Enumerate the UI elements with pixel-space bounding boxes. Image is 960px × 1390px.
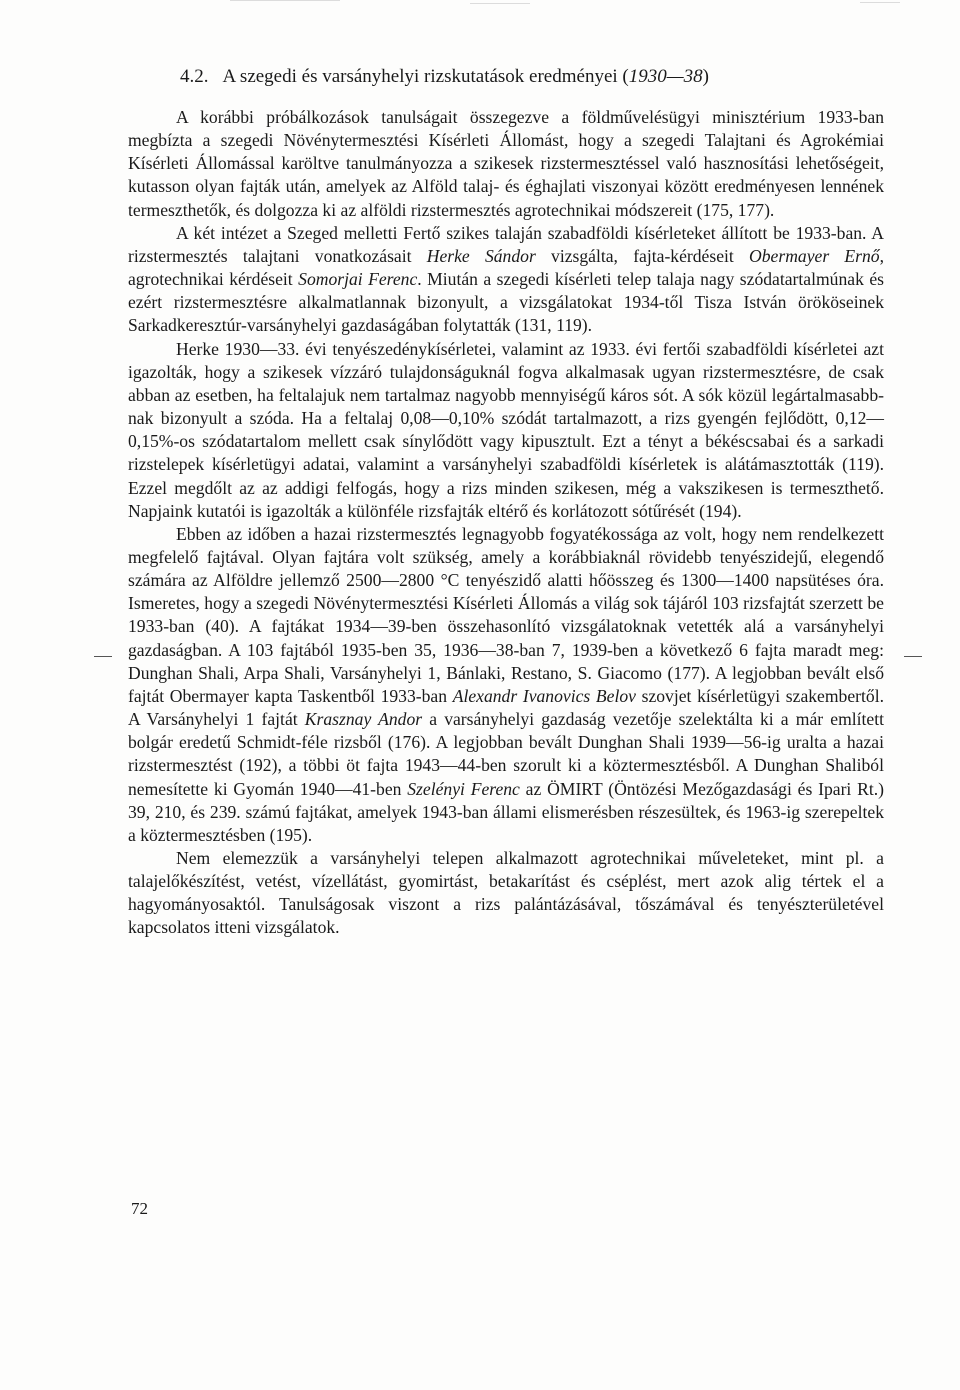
body-text bbox=[128, 106, 884, 940]
text-run: Nem elemezzük a varsányhelyi telepen alkalmazott agrotechnikai műveleteket, mint pl. a talajelőkészítést, vetést, vízellátást, gyomirtást, betakarítást és cséplést, mert azok alig tértek el a hagyományosaktól. Tanulságosak viszont a rizs palántázásával, tőszámával és tenyészterületével kapcsolatos itteni vizsgálatok. bbox=[128, 848, 884, 938]
text-run: vizsgálta, fajta-kérdéseit bbox=[535, 245, 750, 266]
scan-noise bbox=[230, 0, 340, 1]
italic-name: Herke Sándor bbox=[426, 245, 536, 266]
scan-noise bbox=[470, 3, 530, 4]
section-number: 4.2. bbox=[180, 66, 209, 87]
text-run: A két intézet a Szeged melletti Fertő szikes talaján szabadföldi kísérleteket állított be 1933-ban. A rizstermesztés talajtani vonatkozásait bbox=[128, 222, 884, 266]
paragraph bbox=[128, 523, 884, 847]
italic-name: Szelényi Ferenc bbox=[407, 778, 520, 799]
text-run: A korábbi próbálkozások tanulságait összegezve a földművelésügyi minisztérium 1933-ban megbízta a szegedi Növénytermesztési Kísérleti Állomást, hogy a szegedi Talajtani és Agrokémiai Kísérleti Állomással karöltve tanulmányozza a szikesek rizstermesztéssel való hasznosítási lehetőségeit, kutasson olyan fajták után, amelyek az Alföld talaj- és éghajlati viszonyai között eredményesen lennének termeszthetők, és dolgozza ki az alföldi rizstermesztés agrotechnikai módszereit (175, 177). bbox=[128, 107, 884, 220]
paragraph bbox=[128, 338, 884, 523]
paragraph bbox=[128, 847, 884, 940]
text-run: . Miután a szegedi kísérleti telep talaja nagy szódatartalmúnak és ezért rizstermesztésre alkalmatlannak bizonyult, a vizsgálatokat 1934-től Tisza István örököseinek Sarkadkeresztúr-varsányhelyi gazdaságában folytatták (131, 119). bbox=[128, 269, 884, 336]
paragraph bbox=[128, 106, 884, 222]
section-years: 1930—38 bbox=[628, 66, 703, 87]
text-run: az ÖMIRT (Öntözési Mezőgazdasági és Ipari Rt.) 39, 210, és 239. számú fajtákat, amelyek 1943-ban állami elismerésben részesültek, és 1963-ig szerepeltek a köztermesztésben (195). bbox=[128, 778, 884, 845]
italic-name: Somorjai Ferenc bbox=[298, 269, 418, 290]
italic-name: Alexandr Ivanovics Belov bbox=[452, 685, 636, 706]
italic-name: Krasznay Andor bbox=[304, 709, 423, 730]
margin-mark-left bbox=[94, 656, 112, 657]
text-run: szovjet kísérletügyi szakembertől. A Varsányhelyi 1 fajtát bbox=[128, 685, 884, 730]
italic-name: Obermayer Ernő bbox=[749, 245, 880, 266]
text-run: , agrotechnikai kérdéseit bbox=[128, 245, 884, 290]
text-run: Herke 1930—33. évi tenyészedénykísérletei, valamint az 1933. évi fertői szabadföldi kísérletei azt igazolták, hogy a szikesek vízzáró tulajdonságuknál fogva alkalmasak ugyan rizstermesztésre, de csak abban az esetben, ha feltalajuk nem tartalmaz nagyobb mennyiségű káros sót. A sók közül legártalmasabbnak bizonyult a szóda. Ha a feltalaj 0,08—0,10% szódát tartalmazott, a rizs gyengén fejlődött, 0,12—0,15%-os szódatartalom mellett csak sínylődött vagy kipusztult. Ezt a tényt a békéscsabai és a sarkadi rizstelepek kísérletügyi adatai, valamint a varsányhelyi szabadföldi kísérletek is alátámasztották (119). Ezzel megdőlt az az addigi felfogás, hogy a rizs minden szikesen, még a vakszikesen is termeszthető. Napjaink kutatói is igazolták a különféle rizsfajták eltérő és korlátozott sótűrését (194). bbox=[128, 338, 884, 521]
page-number: 72 bbox=[131, 1199, 148, 1218]
text-run: a varsányhelyi gazdaság vezetője szelektálta ki a már említett bolgár eredetű Schmidt-féle rizsből (176). A legjobban bevált Dunghan Shali 1939—56-ig uralta a hazai rizstermesztést (192), a többi öt fajta 1943—44-ben szorult ki a köztermesztésből. A Dunghan Shaliból nemesítette ki Gyomán 1940—41-ben bbox=[128, 709, 885, 799]
scan-noise bbox=[860, 2, 900, 3]
text-run: Ebben az időben a hazai rizstermesztés legnagyobb fogyatékossága az volt, hogy nem rendelkezett megfelelő fajtával. Olyan fajtára volt szükség, amely a korábbiaknál rövidebb tenyészidejű, elegendő számára az Alföldre jellemző 2500—2800 °C tenyészidő alatti hőösszeg és 1300—1400 napsütéses óra. Ismeretes, hogy a szegedi Növénytermesztési Kísérleti Állomás a világ sok tájáról 103 rizsfajtát szerzett be 1933-ban (40). A fajtákat 1934—39-ben összehasonlító vizsgálatoknak vetették alá a varsányhelyi gazdaságban. A 103 fajtából 1935-ben 35, 1936—38-ban 7, 1939-ben a következő 6 fajta maradt meg: Dunghan Shali, Arpa Shali, Varsányhelyi 1, Bánlaki, Restano, S. Giacomo (177). A legjobban bevált első fajtát Obermayer kapta Taskentből 1933-ban bbox=[128, 523, 884, 706]
section-heading bbox=[180, 64, 900, 90]
margin-mark-right bbox=[904, 656, 922, 657]
section-title-close: ) bbox=[702, 66, 709, 87]
section-title: A szegedi és varsányhelyi rizskutatások eredményei ( bbox=[222, 66, 629, 87]
paragraph bbox=[128, 222, 884, 338]
